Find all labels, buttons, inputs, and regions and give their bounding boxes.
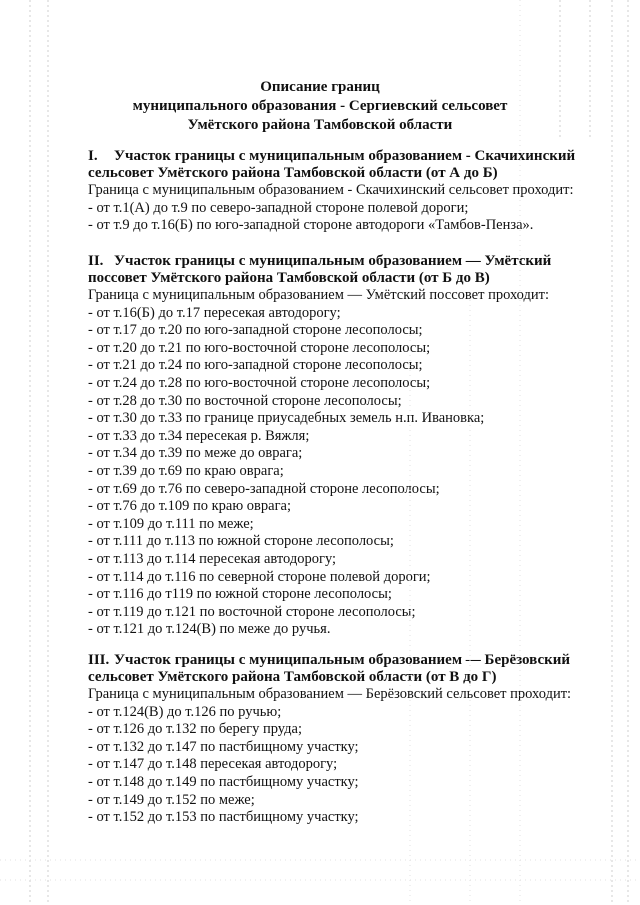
section-2: [88, 253, 608, 639]
boundary-line: - от т.111 до т.113 по южной стороне лесополосы;: [88, 533, 394, 550]
boundary-line: - от т.33 до т.34 пересекая р. Вяжля;: [88, 427, 310, 444]
boundary-line: - от т.30 до т.33 по границе приусадебных земель н.п. Ивановка;: [88, 410, 485, 427]
boundary-line: - от т.9 до т.16(Б) по юго-западной стороне автодороги «Тамбов-Пенза».: [88, 217, 534, 234]
boundary-line: - от т.16(Б) до т.17 пересекая автодорогу;: [88, 304, 341, 321]
boundary-line: - от т.34 до т.39 по меже до оврага;: [88, 445, 303, 462]
boundary-line: - от т.76 до т.109 по краю оврага;: [88, 498, 291, 515]
document-title: [0, 78, 640, 135]
section-heading-line: сельсовет Умётского района Тамбовской области (от А до Б): [88, 165, 498, 181]
boundary-line: Граница с муниципальным образованием - Скачихинский сельсовет проходит:: [88, 182, 574, 198]
boundary-line: - от т.17 до т.20 по юго-западной стороне лесополосы;: [88, 322, 423, 339]
boundary-line: - от т.39 до т.69 по краю оврага;: [88, 462, 284, 479]
boundary-line: - от т.1(А) до т.9 по северо-западной стороне полевой дороги;: [88, 199, 469, 216]
section-heading-line: Участок границы с муниципальным образованием - Скачихинский: [114, 148, 576, 164]
boundary-line: - от т.147 до т.148 пересекая автодорогу;: [88, 756, 338, 773]
section-heading-line: сельсовет Умётского района Тамбовской области (от В до Г): [88, 669, 497, 685]
boundary-line: - от т.28 до т.30 по восточной стороне лесополосы;: [88, 392, 402, 409]
boundary-line: Граница с муниципальным образованием — Берёзовский сельсовет проходит:: [88, 686, 572, 702]
boundary-line: - от т.148 до т.149 по пастбищному участку;: [88, 773, 359, 790]
boundary-line: - от т.152 до т.153 по пастбищному участку;: [88, 809, 359, 826]
boundary-line: - от т.126 до т.132 по берегу пруда;: [88, 721, 302, 738]
boundary-line: - от т.114 до т.116 по северной стороне полевой дороги;: [88, 568, 431, 585]
boundary-line: - от т.113 до т.114 пересекая автодорогу;: [88, 550, 337, 567]
section-number: II.: [88, 253, 104, 269]
section-heading: [88, 652, 608, 669]
boundary-line: - от т.119 до т.121 по восточной стороне лесополосы;: [88, 603, 416, 620]
boundary-line: - от т.149 до т.152 по меже;: [88, 791, 255, 808]
section-number: I.: [88, 148, 98, 164]
boundary-line: - от т.116 до т119 по южной стороне лесополосы;: [88, 586, 392, 603]
boundary-line: - от т.121 до т.124(В) по меже до ручья.: [88, 621, 331, 638]
boundary-line: - от т.69 до т.76 по северо-западной стороне лесополосы;: [88, 480, 440, 497]
title-line: Умётского района Тамбовской области: [187, 117, 453, 133]
section-heading: [88, 253, 608, 270]
boundary-line: - от т.20 до т.21 по юго-восточной стороне лесополосы;: [88, 339, 431, 356]
boundary-line: - от т.24 до т.28 по юго-восточной стороне лесополосы;: [88, 374, 431, 391]
section-heading-line: поссовет Умётского района Тамбовской области (от Б до В): [88, 270, 490, 286]
section-1: [88, 148, 608, 235]
title-line: Описание границ: [260, 79, 380, 95]
boundary-line: - от т.132 до т.147 по пастбищному участку;: [88, 738, 359, 755]
section-heading: [88, 148, 608, 165]
section-heading-line: Участок границы с муниципальным образованием — Умётский: [114, 253, 552, 269]
boundary-line: Граница с муниципальным образованием — Умётский поссовет проходит:: [88, 287, 549, 303]
section-number: III.: [88, 652, 110, 668]
boundary-line: - от т.21 до т.24 по юго-западной стороне лесополосы;: [88, 357, 423, 374]
title-line: муниципального образования - Сергиевский сельсовет: [132, 98, 508, 114]
section-3: [88, 652, 608, 827]
section-heading-line: Участок границы с муниципальным образованием — Берёзовский: [114, 652, 571, 668]
boundary-line: - от т.109 до т.111 по меже;: [88, 515, 254, 532]
boundary-line: - от т.124(В) до т.126 по ручью;: [88, 703, 282, 720]
